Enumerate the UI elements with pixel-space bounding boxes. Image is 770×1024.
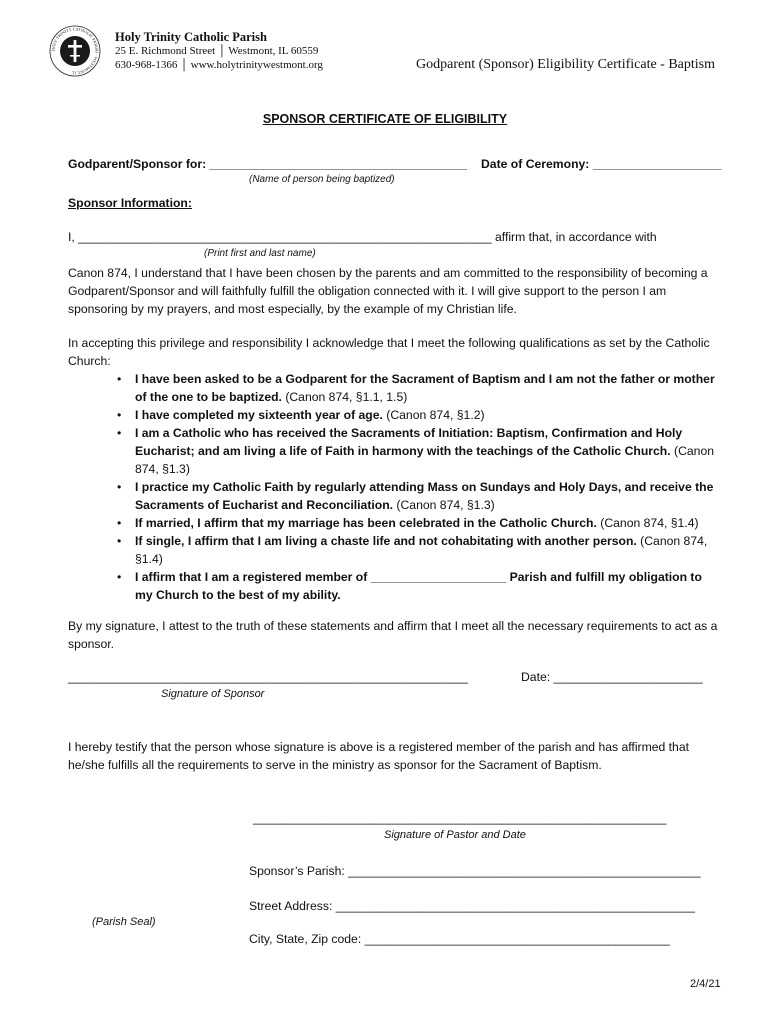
certificate-title: SPONSOR CERTIFICATE OF ELIGIBILITY xyxy=(262,112,508,126)
qualification-item: • I am a Catholic who has received the Sacraments of Initiation: Baptism, Confirmation and Holy Eucharist; and am living a life of Faith in harmony with the teachings of the Catholic Church. (Canon 874, §1.3) xyxy=(117,426,714,476)
qualification-item: • I have completed my sixteenth year of age. (Canon 874, §1.2) xyxy=(117,408,485,422)
testify-paragraph: I hereby testify that the person whose signature is above is a registered member of the parish and has affirmed that he/she fulfills all the requirements to serve in the ministry as sponsor for the Sacrament of Baptism. xyxy=(68,740,690,772)
qualification-item: • I have been asked to be a Godparent for the Sacrament of Baptism and I am not the father or mother of the one to be baptized. (Canon 874, §1.1, 1.5) xyxy=(117,372,715,404)
sponsor-date-field[interactable]: Date: ______________________ xyxy=(521,670,703,684)
pastor-signature-line[interactable]: _____________________________________________________________ xyxy=(253,811,667,825)
qualification-item: • If married, I affirm that my marriage has been celebrated in the Catholic Church. (Canon 874, §1.4) xyxy=(117,516,699,530)
parish-contact: 630-968-1366 │ www.holytrinitywestmont.org xyxy=(115,59,323,71)
qualifications-list xyxy=(68,370,718,604)
sponsors-parish-field[interactable]: Sponsor’s Parish: ____________________________________________________ xyxy=(249,864,701,878)
godparent-for-field[interactable]: Godparent/Sponsor for: ______________________________________ xyxy=(68,157,468,171)
parish-seal-label: (Parish Seal) xyxy=(92,916,156,928)
qualification-item[interactable]: • I affirm that I am a registered member of ____________________ Parish and fulfill my obligation to my Church to the best of my ability. xyxy=(117,570,702,602)
sponsor-signature-label: Signature of Sponsor xyxy=(161,688,265,700)
print-name-hint: (Print first and last name) xyxy=(204,248,316,259)
street-address-field[interactable]: Street Address: _____________________________________________________ xyxy=(249,899,695,913)
pastor-signature-label: Signature of Pastor and Date xyxy=(384,829,526,841)
canon-paragraph: Canon 874, I understand that I have been chosen by the parents and am committed to the responsibility of becoming a Godparent/Sponsor and will faithfully fulfill the obligation connected with it. I will give support to the person I am sponsoring by my prayers, and most especially, by the example of my Christian life. xyxy=(68,266,708,316)
svg-text:HOLY TRINITY CATHOLIC PARISH ·: HOLY TRINITY CATHOLIC PARISH · WESTMONT, IL xyxy=(50,26,100,76)
parish-address: 25 E. Richmond Street │ Westmont, IL 60559 xyxy=(115,45,319,57)
accepting-paragraph: In accepting this privilege and responsibility I acknowledge that I meet the following qualifications as set by the Catholic Church: xyxy=(68,336,710,368)
parish-name: Holy Trinity Catholic Parish xyxy=(115,30,267,44)
document-title: Godparent (Sponsor) Eligibility Certificate - Baptism xyxy=(416,57,715,72)
sponsor-name-field[interactable]: I, _____________________________________________________________ affirm that, in accordance with xyxy=(68,230,657,244)
baptized-name-hint: (Name of person being baptized) xyxy=(249,174,395,185)
qualification-item: • I practice my Catholic Faith by regularly attending Mass on Sundays and Holy Days, and receive the Sacraments of Eucharist and Reconciliation. (Canon 874, §1.3) xyxy=(117,480,714,512)
sponsor-info-heading: Sponsor Information: xyxy=(68,196,192,210)
attest-paragraph: By my signature, I attest to the truth of these statements and affirm that I meet all the necessary requirements to act as a sponsor. xyxy=(68,619,718,651)
sponsor-signature-line[interactable]: ___________________________________________________________ xyxy=(68,670,468,684)
city-state-zip-field[interactable]: City, State, Zip code: _____________________________________________ xyxy=(249,932,670,946)
parish-seal-logo xyxy=(48,24,102,78)
date-of-ceremony-field[interactable]: Date of Ceremony: ___________________ xyxy=(481,157,722,171)
footer-date: 2/4/21 xyxy=(690,978,721,990)
qualification-item: • If single, I affirm that I am living a chaste life and not cohabitating with another person. (Canon 874, §1.4) xyxy=(117,534,708,566)
